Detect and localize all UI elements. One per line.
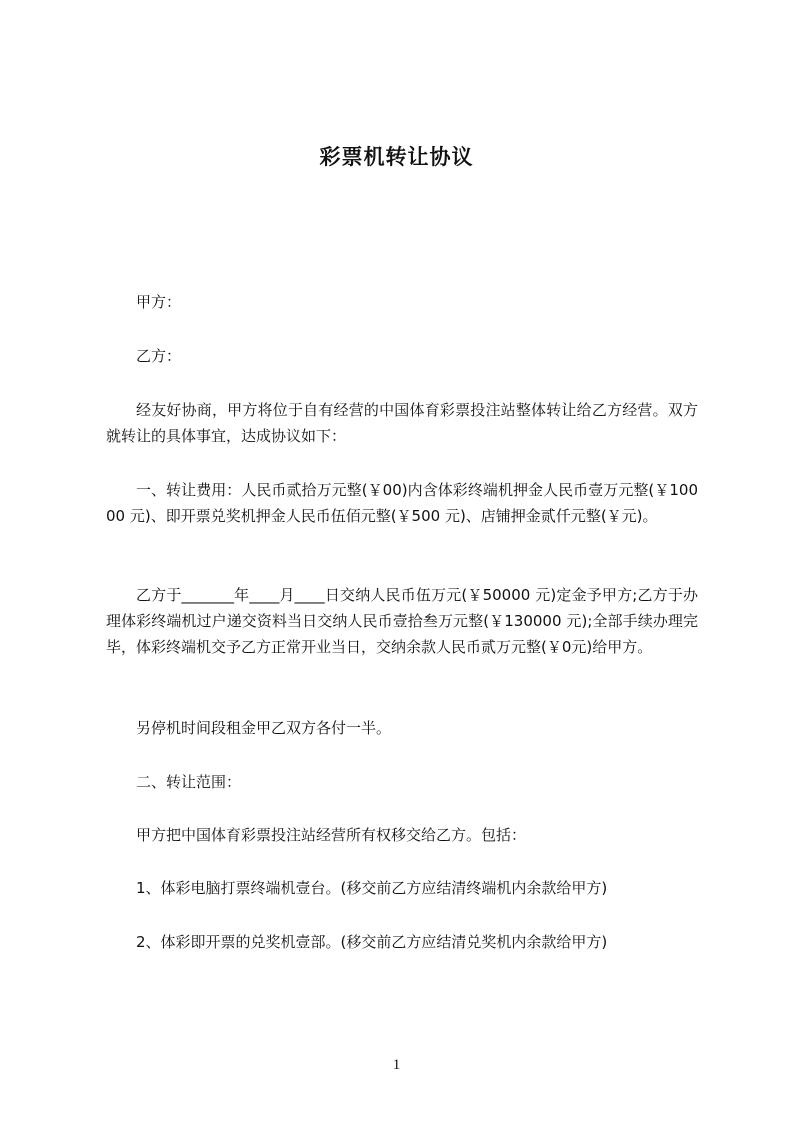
party-a-label: 甲方： (136, 293, 182, 311)
intro-paragraph: 经友好协商，甲方将位于自有经营的中国体育彩票投注站整体转让给乙方经营。双方就转让的具体事宜，达成协议如下： (106, 401, 698, 445)
downtime-rent-note: 另停机时间段租金甲乙双方各付一半。 (136, 719, 392, 737)
scope-intro: 甲方把中国体育彩票投注站经营所有权移交给乙方。包括： (136, 826, 527, 844)
document-title: 彩票机转让协议 (319, 145, 474, 169)
party-b-label: 乙方： (136, 347, 182, 365)
scope-item-2: 2、体彩即开票的兑奖机壹部。(移交前乙方应结清兑奖机内余款给甲方) (136, 933, 608, 951)
payment-schedule-paragraph: 乙方于_______年____月____日交纳人民币伍万元(￥50000 元)定金予甲方;乙方于办理体彩终端机过户递交资料当日交纳人民币壹拾叁万元整(￥130000 元);全部手续办理完毕，体彩终端机交予乙方正常开业当日，交纳余款人民币贰万元整(￥0元)给甲方。 (106, 586, 698, 656)
scope-item-1: 1、体彩电脑打票终端机壹台。(移交前乙方应结清终端机内余款给甲方) (136, 879, 608, 897)
page-number: 1 (392, 1057, 401, 1073)
section-2-heading: 二、转让范围： (136, 773, 242, 791)
section-1-transfer-fee: 一、转让费用：人民币贰拾万元整(￥00)内含体彩终端机押金人民币壹万元整(￥10000 元)、即开票兑奖机押金人民币伍佰元整(￥500 元)、店铺押金贰仟元整(￥元)。 (106, 481, 698, 525)
